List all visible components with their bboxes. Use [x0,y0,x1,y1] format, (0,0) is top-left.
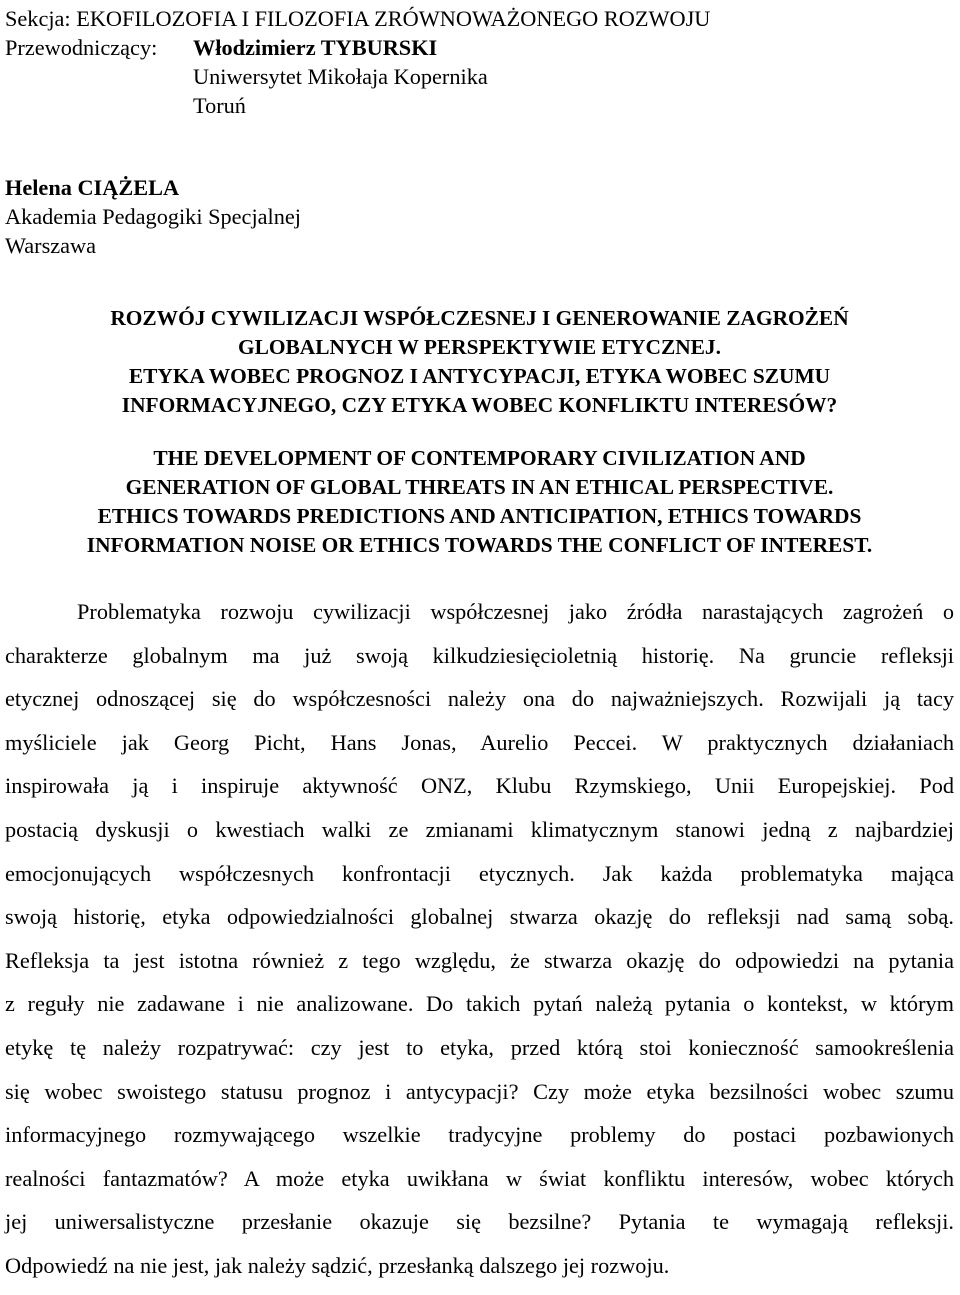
author-affiliation: Akademia Pedagogiki Specjalnej [5,204,301,229]
abstract-line: swoją historię, etyka odpowiedzialności globalnej stwarza okazję do refleksji nad samą sobą. [5,904,954,930]
abstract-line: myśliciele jak Georg Picht, Hans Jonas, Aurelio Peccei. W praktycznych działaniach [5,729,954,755]
abstract-line: jej uniwersalistyczne przesłanie okazuje się bezsilne? Pytania te wymagają refleksji. [5,1209,954,1235]
title-en-line: INFORMATION NOISE OR ETHICS TOWARDS THE CONFLICT OF INTEREST. [86,533,873,557]
title-english [5,444,954,560]
abstract-line: emocjonujących współczesnych konfrontacji etycznych. Jak każda problematyka mająca [5,860,954,886]
abstract-line: realności fantazmatów? A może etyka uwikłana w świat konfliktu interesów, wobec których [5,1165,954,1191]
title-en-line: ETHICS TOWARDS PREDICTIONS AND ANTICIPATION, ETHICS TOWARDS [97,504,862,528]
abstract-line: etycznej odnoszącej się do współczesności należy ona do najważniejszych. Rozwijali ją tacy [5,686,954,712]
title-pl-line: ETYKA WOBEC PROGNOZ I ANTYCYPACJI, ETYKA WOBEC SZUMU [128,364,831,388]
section-line: Sekcja: EKOFILOZOFIA I FILOZOFIA ZRÓWNOWAŻONEGO ROZWOJU [5,6,711,31]
author-name: Helena CIĄŻELA [5,175,180,200]
abstract-line: z reguły nie zadawane i nie analizowane. Do takich pytań należą pytania o kontekst, w którym [5,991,954,1017]
title-polish [5,304,954,420]
abstract-line: inspirowała ją i inspiruje aktywność ONZ, Klubu Rzymskiego, Unii Europejskiej. Pod [5,773,954,799]
title-pl-line: GLOBALNYCH W PERSPEKTYWIE ETYCZNEJ. [238,335,721,359]
abstract-line: Odpowiedź na nie jest, jak należy sądzić, przesłanką dalszego jej rozwoju. [5,1252,670,1278]
chair-affiliation: Uniwersytet Mikołaja Kopernika [193,64,488,89]
session-header [5,0,954,120]
chair-name: Włodzimierz TYBURSKI [193,35,438,60]
chair-line [5,33,954,62]
abstract-line: informacyjnego rozmywającego wszelkie tradycyjne problemy do postaci pozbawionych [5,1122,954,1148]
abstract-line: charakterze globalnym ma już swoją kilkudziesięcioletnią historię. Na gruncie refleksji [5,642,954,668]
title-en-line: GENERATION OF GLOBAL THREATS IN AN ETHICAL PERSPECTIVE. [125,475,834,499]
abstract-line: postacią dyskusji o kwestiach walki ze zmianami klimatycznym stanowi jedną z najbardziej [5,816,954,842]
abstract-line: Problematyka rozwoju cywilizacji współczesnej jako źródła narastających zagrożeń o [77,599,954,624]
abstract-line: się wobec swoistego statusu prognoz i antycypacji? Czy może etyka bezsilności wobec szumu [5,1078,954,1104]
author-city: Warszawa [5,233,97,258]
chair-label: Przewodniczący: [5,35,158,60]
title-en-line: THE DEVELOPMENT OF CONTEMPORARY CIVILIZATION AND [153,446,806,470]
chair-city: Toruń [193,93,246,118]
author-block [5,173,954,260]
abstract-line: Refleksja ta jest istotna również z tego względu, że stwarza okazję do odpowiedzi na pytania [5,947,954,973]
title-pl-line: ROZWÓJ CYWILIZACJI WSPÓŁCZESNEJ I GENEROWANIE ZAGROŻEŃ [110,306,849,330]
abstract-line: etykę tę należy rozpatrywać: czy jest to etyka, przed którą stoi konieczność samookreślenia [5,1034,954,1060]
title-pl-line: INFORMACYJNEGO, CZY ETYKA WOBEC KONFLIKTU INTERESÓW? [121,393,838,417]
abstract-paragraph [5,590,954,1288]
